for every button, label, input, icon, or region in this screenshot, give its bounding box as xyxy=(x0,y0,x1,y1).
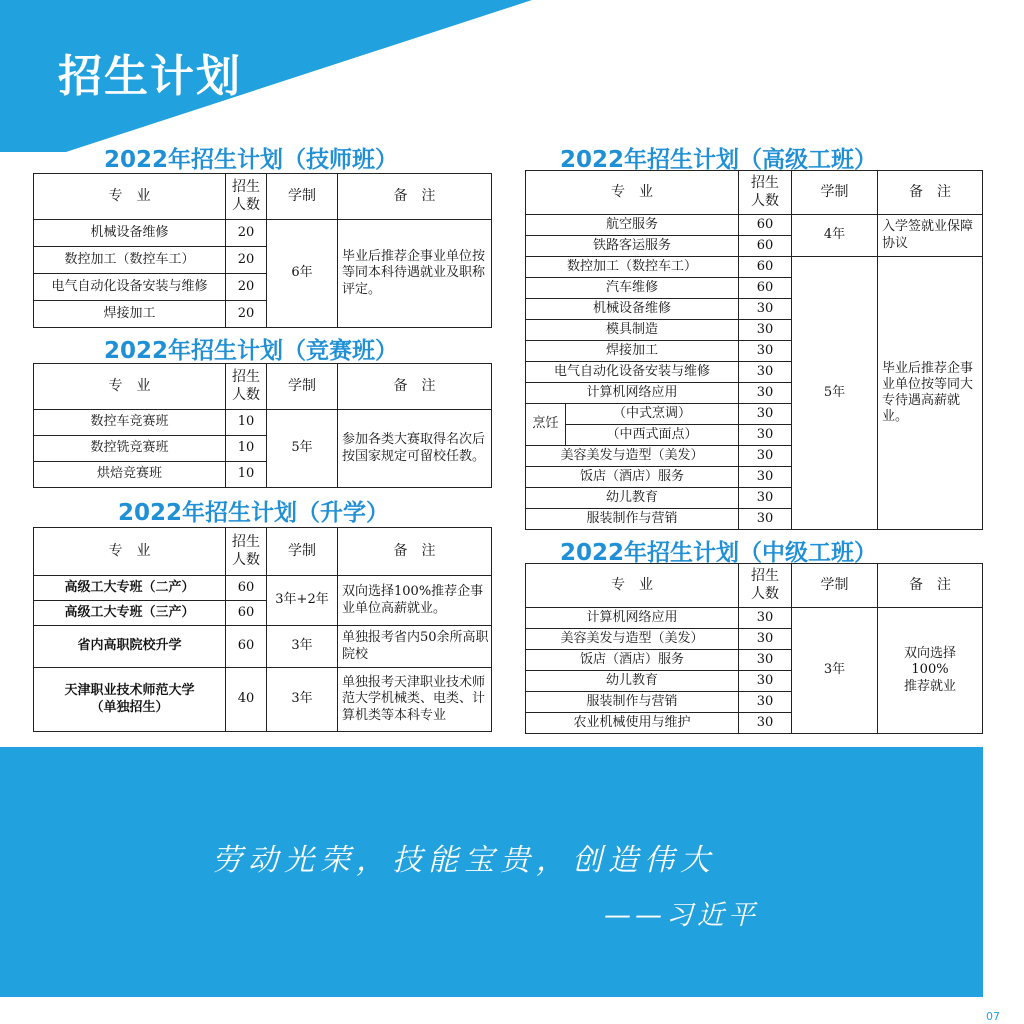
header-major: 专 业 xyxy=(34,174,226,220)
header-years: 学制 xyxy=(267,174,338,220)
competition-table xyxy=(33,363,492,488)
table-cell-count: 10 xyxy=(226,462,267,488)
table-cell-years: 3年+2年 xyxy=(267,576,338,626)
header-major: 专 业 xyxy=(34,364,226,410)
table-cell-major: 服装制作与营销 xyxy=(526,692,739,713)
table-cell-major: 计算机网络应用 xyxy=(526,383,739,404)
table-cell-major: 烘焙竞赛班 xyxy=(34,462,226,488)
header-note: 备 注 xyxy=(878,564,983,608)
table-cell-major: 数控加工（数控车工） xyxy=(34,247,226,274)
table-cell-count: 30 xyxy=(739,320,792,341)
table-cell-major: 幼儿教育 xyxy=(526,488,739,509)
table-cell-major: 高级工大专班（二产） xyxy=(34,576,226,601)
table-cell-note: 单独报考天津职业技术师范大学机械类、电类、计算机类等本科专业 xyxy=(338,668,492,732)
table-cell-note: 毕业后推荐企事业单位按等同大专待遇高薪就业。 xyxy=(878,257,983,530)
table-cell-note: 双向选择100%推荐企事业单位高薪就业。 xyxy=(338,576,492,626)
table-cell-count: 30 xyxy=(739,713,792,734)
competition-title: 2022年招生计划（竞赛班） xyxy=(104,338,399,364)
table-cell-years: 3年 xyxy=(267,626,338,668)
table-cell-major: 电气自动化设备安装与维修 xyxy=(526,362,739,383)
table-cell-count: 60 xyxy=(739,215,792,236)
header-note: 备 注 xyxy=(338,174,492,220)
header-years: 学制 xyxy=(792,171,878,215)
header-note: 备 注 xyxy=(338,528,492,576)
table-cell-major: 美容美发与造型（美发） xyxy=(526,629,739,650)
table-cell-major: （中式烹调） xyxy=(566,404,739,425)
table-cell-note: 毕业后推荐企事业单位按等同本科待遇就业及职称评定。 xyxy=(338,220,492,328)
table-cell-major: 电气自动化设备安装与维修 xyxy=(34,274,226,301)
table-cell-count: 30 xyxy=(739,299,792,320)
table-cell-major: （中西式面点） xyxy=(566,425,739,446)
senior-title: 2022年招生计划（高级工班） xyxy=(560,147,878,173)
table-cell-major: 机械设备维修 xyxy=(34,220,226,247)
table-cell-major: 服装制作与营销 xyxy=(526,509,739,530)
table-cell-major: 省内高职院校升学 xyxy=(34,626,226,668)
table-cell-major: 计算机网络应用 xyxy=(526,608,739,629)
table-cell-count: 60 xyxy=(739,278,792,299)
table-cell-years: 5年 xyxy=(792,257,878,530)
table-cell-count: 30 xyxy=(739,383,792,404)
table-cell-note: 入学签就业保障协议 xyxy=(878,215,983,257)
header-years: 学制 xyxy=(792,564,878,608)
table-cell-count: 20 xyxy=(226,220,267,247)
intermediate-title: 2022年招生计划（中级工班） xyxy=(560,540,878,566)
further-study-table xyxy=(33,527,492,732)
table-cell-major: 数控加工（数控车工） xyxy=(526,257,739,278)
table-cell-years: 6年 xyxy=(267,220,338,328)
table-cell-count: 60 xyxy=(739,236,792,257)
table-cell-count: 60 xyxy=(739,257,792,278)
table-cell-count: 30 xyxy=(739,362,792,383)
table-cell-count: 30 xyxy=(739,467,792,488)
table-cell-count: 20 xyxy=(226,301,267,328)
table-cell-count: 10 xyxy=(226,410,267,436)
table-cell-count: 10 xyxy=(226,436,267,462)
table-cell-major: 数控铣竞赛班 xyxy=(34,436,226,462)
table-cell-count: 30 xyxy=(739,341,792,362)
table-cell-count: 30 xyxy=(739,692,792,713)
header-major: 专 业 xyxy=(526,171,739,215)
header-years: 学制 xyxy=(267,528,338,576)
table-cell-years: 3年 xyxy=(267,668,338,732)
table-cell-years: 3年 xyxy=(792,608,878,734)
table-cell-major: 天津职业技术师范大学 （单独招生） xyxy=(34,668,226,732)
table-cell-count: 60 xyxy=(226,626,267,668)
table-cell-years: 4年 xyxy=(792,215,878,257)
technician-title: 2022年招生计划（技师班） xyxy=(104,147,399,173)
page-title: 招生计划 xyxy=(58,51,242,102)
table-cell-major: 航空服务 xyxy=(526,215,739,236)
table-cell-note: 单独报考省内50余所高职院校 xyxy=(338,626,492,668)
table-cell-major: 饭店（酒店）服务 xyxy=(526,650,739,671)
table-cell-major: 高级工大专班（三产） xyxy=(34,601,226,626)
header-count: 招生 人数 xyxy=(739,564,792,608)
table-cell-count: 60 xyxy=(226,601,267,626)
intermediate-table xyxy=(525,563,983,734)
table-cell-count: 30 xyxy=(739,425,792,446)
table-cell-count: 30 xyxy=(739,650,792,671)
table-cell-major: 汽车维修 xyxy=(526,278,739,299)
table-cell-count: 30 xyxy=(739,671,792,692)
table-cell-count: 20 xyxy=(226,247,267,274)
header-count: 招生 人数 xyxy=(226,174,267,220)
header-note: 备 注 xyxy=(878,171,983,215)
header-note: 备 注 xyxy=(338,364,492,410)
table-cell-major: 铁路客运服务 xyxy=(526,236,739,257)
header-major: 专 业 xyxy=(34,528,226,576)
table-cell-count: 30 xyxy=(739,446,792,467)
further-study-title: 2022年招生计划（升学） xyxy=(118,500,390,526)
technician-table xyxy=(33,173,492,328)
table-cell-years: 5年 xyxy=(267,410,338,488)
header-years: 学制 xyxy=(267,364,338,410)
header-count: 招生 人数 xyxy=(226,528,267,576)
table-cell-count: 20 xyxy=(226,274,267,301)
table-cell-major: 模具制造 xyxy=(526,320,739,341)
table-cell-major: 饭店（酒店）服务 xyxy=(526,467,739,488)
table-cell-major: 焊接加工 xyxy=(34,301,226,328)
quote-author: ——习近平 xyxy=(604,900,759,931)
table-cell-major: 幼儿教育 xyxy=(526,671,739,692)
table-cell-major: 美容美发与造型（美发） xyxy=(526,446,739,467)
table-cell-count: 60 xyxy=(226,576,267,601)
table-cell-count: 30 xyxy=(739,509,792,530)
table-cell-note: 参加各类大赛取得名次后按国家规定可留校任教。 xyxy=(338,410,492,488)
page-number: 07 xyxy=(986,1010,1000,1023)
table-cell-count: 30 xyxy=(739,629,792,650)
table-cell-count: 30 xyxy=(739,488,792,509)
table-cell-major: 数控车竞赛班 xyxy=(34,410,226,436)
header-count: 招生 人数 xyxy=(739,171,792,215)
table-cell-count: 40 xyxy=(226,668,267,732)
table-cell-major: 焊接加工 xyxy=(526,341,739,362)
quote-text: 劳动光荣，技能宝贵，创造伟大 xyxy=(212,843,716,878)
table-cell-major: 农业机械使用与维护 xyxy=(526,713,739,734)
table-cell-major: 机械设备维修 xyxy=(526,299,739,320)
table-cell-group: 烹饪 xyxy=(526,404,566,446)
senior-table xyxy=(525,170,983,530)
table-cell-count: 30 xyxy=(739,608,792,629)
table-cell-note: 双向选择 100% 推荐就业 xyxy=(878,608,983,734)
header-major: 专 业 xyxy=(526,564,739,608)
table-cell-count: 30 xyxy=(739,404,792,425)
header-count: 招生 人数 xyxy=(226,364,267,410)
